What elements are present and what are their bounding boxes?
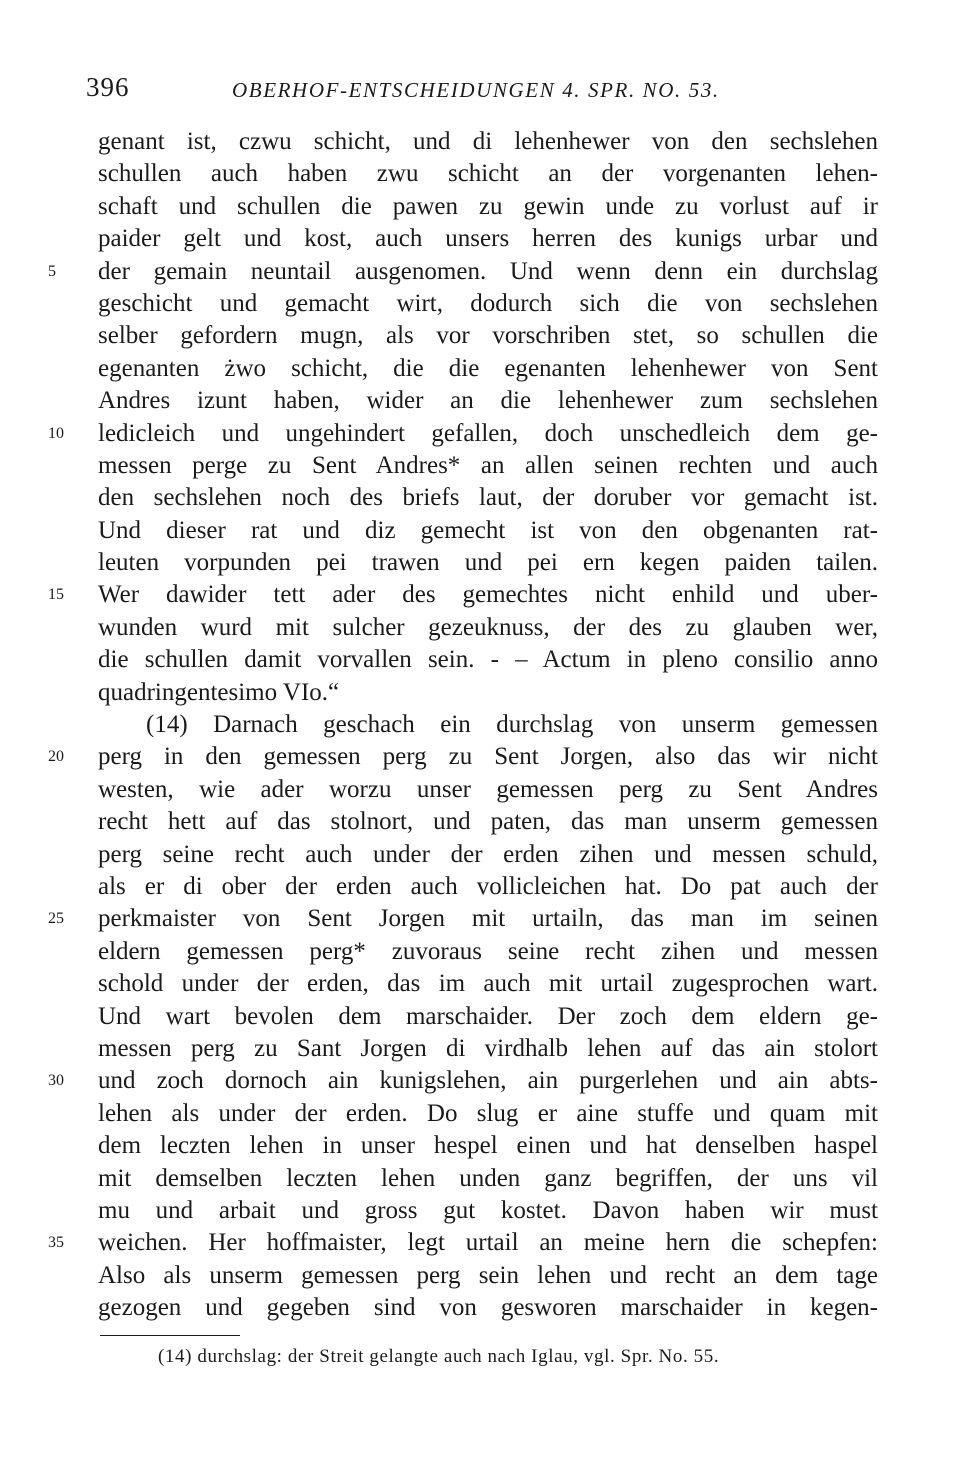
line-text: wunden wurd mit sulcher gezeuknuss, der des zu glauben wer, [98,613,878,641]
text-line [48,741,878,773]
line-text: recht hett auf das stolnort, und paten, das man unserm gemessen [98,808,878,836]
line-text: mit demselben leczten lehen unden ganz begriffen, der uns vil [98,1164,878,1192]
line-number: 10 [48,424,64,442]
text-line [98,709,878,741]
line-text: Also als unserm gemessen perg sein lehen und recht an dem tage [98,1261,878,1289]
text-line [48,256,878,288]
line-text: ledicleich und ungehindert gefallen, doch unschedleich dem ge- [98,419,878,447]
line-number: 20 [48,748,64,766]
line-text: westen, wie ader worzu unser gemessen perg zu Sent Andres [98,775,878,803]
line-text: den sechslehen noch des briefs laut, der doruber vor gemacht ist. [98,484,878,512]
text-line [98,612,878,644]
text-line [98,806,878,838]
line-text: schullen auch haben zwu schicht an der vorgenanten lehen- [98,160,878,188]
text-line [98,1033,878,1065]
line-number: 25 [48,910,64,928]
text-line [98,385,878,417]
text-line [98,1163,878,1195]
text-line [98,320,878,352]
body-text [48,126,878,1324]
text-line [98,158,878,190]
text-line [98,1098,878,1130]
text-line [98,1001,878,1033]
text-line [98,223,878,255]
text-line [98,515,878,547]
page-header [86,66,878,110]
line-text: lehen als under der erden. Do slug er aine stuffe und quam mit [98,1099,878,1127]
text-line [98,839,878,871]
line-text: perkmaister von Sent Jorgen mit urtailn, das man im seinen [98,905,878,933]
text-line [98,1195,878,1227]
line-text: perg in den gemessen perg zu Sent Jorgen, also das wir nicht [98,743,878,771]
text-line [98,936,878,968]
line-text: eldern gemessen perg* zuvoraus seine recht zihen und messen [98,937,878,965]
text-line [98,1260,878,1292]
line-text: selber gefordern mugn, als vor vorschriben stet, so schullen die [98,322,878,350]
line-number: 15 [48,586,64,604]
text-line [98,126,878,158]
line-text: Und wart bevolen dem marschaider. Der zoch dem eldern ge- [98,1002,878,1030]
footnote-divider [100,1335,240,1336]
text-line [98,450,878,482]
line-text: egenanten żwo schicht, die die egenanten lehenhewer von Sent [98,354,878,382]
line-text: perg seine recht auch under der erden zihen und messen schuld, [98,840,878,868]
line-text: paider gelt und kost, auch unsers herren des kunigs urbar und [98,225,878,253]
text-line [98,774,878,806]
line-text: die schullen damit vorvallen sein. - – Actum in pleno consilio anno [98,646,878,674]
running-head: OBERHOF-ENTSCHEIDUNGEN 4. SPR. NO. 53. [232,78,720,102]
line-text: geschicht und gemacht wirt, dodurch sich die von sechslehen [98,289,878,317]
text-line [98,288,878,320]
text-line [98,1292,878,1324]
text-line [98,1130,878,1162]
text-line [98,547,878,579]
text-line [98,353,878,385]
line-number: 30 [48,1072,64,1090]
line-text: schaft und schullen die pawen zu gewin unde zu vorlust auf ir [98,192,878,220]
line-text: schold under der erden, das im auch mit urtail zugesprochen wart. [98,970,878,998]
line-number: 5 [48,262,56,280]
line-text: messen perg zu Sant Jorgen di virdhalb lehen auf das ain stolort [98,1034,878,1062]
line-text: Wer dawider tett ader des gemechtes nicht enhild und uber- [98,581,878,609]
line-text: dem leczten lehen in unser hespel einen und hat denselben haspel [98,1132,878,1160]
text-line [98,871,878,903]
footnote: (14) durchslag: der Streit gelangte auch nach Iglau, vgl. Spr. No. 55. [158,1346,720,1367]
line-text: Und dieser rat und diz gemecht ist von den obgenanten rat- [98,516,878,544]
line-text: mu und arbait und gross gut kostet. Davon haben wir must [98,1196,878,1224]
text-line [98,191,878,223]
text-line [48,579,878,611]
text-line [98,968,878,1000]
text-line [48,1227,878,1259]
text-line [48,903,878,935]
page-number: 396 [86,72,130,102]
text-line [98,482,878,514]
line-text: und zoch dornoch ain kunigslehen, ain purgerlehen und ain abts- [98,1067,878,1095]
text-line [98,677,878,709]
line-number: 35 [48,1234,64,1252]
text-line [98,644,878,676]
line-text: Andres izunt haben, wider an die lehenhewer zum sechslehen [98,387,878,415]
line-text: als er di ober der erden auch vollicleichen hat. Do pat auch der [98,872,878,900]
text-line [48,1065,878,1097]
line-text: messen perge zu Sent Andres* an allen seinen rechten und auch [98,451,878,479]
text-line [48,418,878,450]
line-text: gezogen und gegeben sind von gesworen marschaider in kegen- [98,1294,878,1322]
line-text: quadringentesimo VIo.“ [98,678,340,706]
line-text: weichen. Her hoffmaister, legt urtail an meine hern die schepfen: [98,1229,878,1257]
line-text: (14) Darnach geschach ein durchslag von unserm gemessen [146,711,878,739]
line-text: leuten vorpunden pei trawen und pei ern kegen paiden tailen. [98,549,878,577]
line-text: genant ist, czwu schicht, und di lehenhewer von den sechslehen [98,128,878,155]
line-text: der gemain neuntail ausgenomen. Und wenn denn ein durchslag [98,257,878,285]
